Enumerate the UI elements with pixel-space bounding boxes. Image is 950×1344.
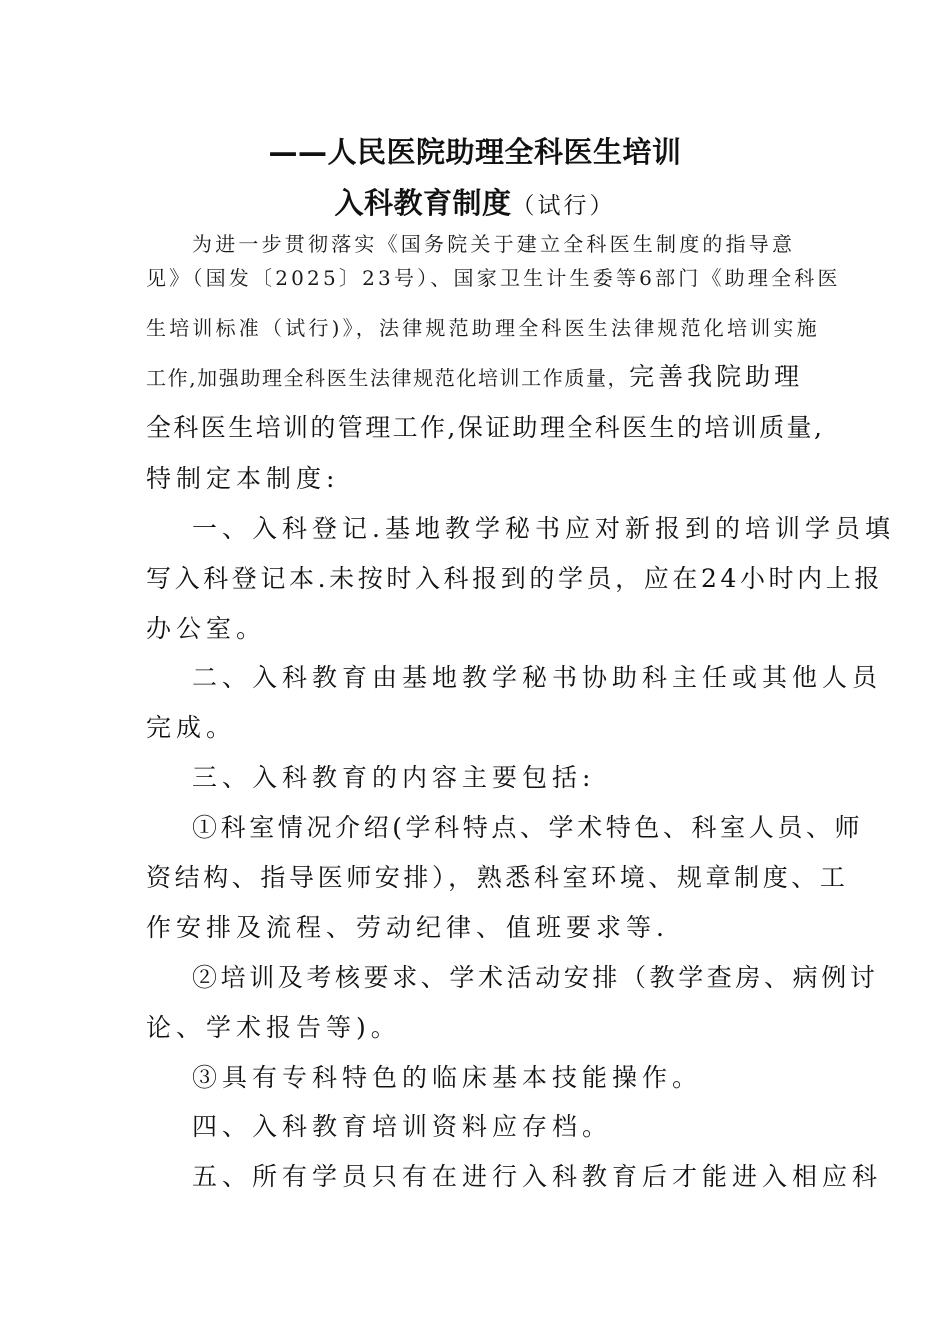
paragraph-segment: 完善我院助理 — [629, 362, 804, 391]
subtitle-note: （试行） — [511, 193, 616, 219]
paragraph-line: 作安排及流程、劳动纪律、值班要求等. — [146, 913, 669, 942]
paragraph-line: ②培训及考核要求、学术活动安排（教学查房、病例讨 — [192, 963, 879, 992]
paragraph-line — [146, 357, 806, 393]
paragraph-line: 五、所有学员只有在进行入科教育后才能进入相应科 — [192, 1162, 883, 1191]
paragraph-line: 资结构、指导医师安排），熟悉科室环境、规章制度、工 — [146, 863, 849, 892]
paragraph-line: 为进一步贯彻落实《国务院关于建立全科医生制度的指导意 — [192, 232, 796, 256]
paragraph-line: 完成。 — [146, 713, 237, 742]
paragraph-line: 三、入科教育的内容主要包括: — [192, 763, 596, 792]
paragraph-line: 生培训标准（试行)》，法律规范助理全科医生法律规范化培训实施 — [146, 316, 820, 340]
paragraph-line: 一、入科登记.基地教学秘书应对新报到的培训学员填 — [192, 514, 895, 543]
paragraph-line: 写入科登记本.未按时入科报到的学员，应在24小时内上报 — [146, 564, 883, 593]
paragraph-line: ①科室情况介绍(学科特点、学术特色、科室人员、师 — [192, 813, 864, 842]
paragraph-line: 四、入科教育培训资料应存档。 — [192, 1112, 613, 1141]
paragraph-line: 特制定本制度: — [146, 464, 340, 493]
document-title: ——人民医院助理全科医生培训 — [268, 135, 682, 169]
paragraph-line: 论、学术报告等)。 — [146, 1013, 401, 1042]
paragraph-line: 办公室。 — [146, 614, 267, 643]
paragraph-line: 全科医生培训的管理工作,保证助理全科医生的培训质量, — [146, 413, 825, 442]
paragraph-line: ③具有专科特色的临床基本技能操作。 — [192, 1063, 703, 1092]
document-subtitle — [0, 181, 950, 222]
paragraph-line: 二、入科教育由基地教学秘书协助科主任或其他人员 — [192, 663, 883, 692]
paragraph-segment: 工作,加强助理全科医生法律规范化培训工作质量， — [146, 366, 630, 390]
subtitle-main: 入科教育制度 — [334, 186, 512, 220]
paragraph-line: 见》（国发〔2025〕23号）、国家卫生计生委等6部门《助理全科医 — [146, 266, 841, 290]
